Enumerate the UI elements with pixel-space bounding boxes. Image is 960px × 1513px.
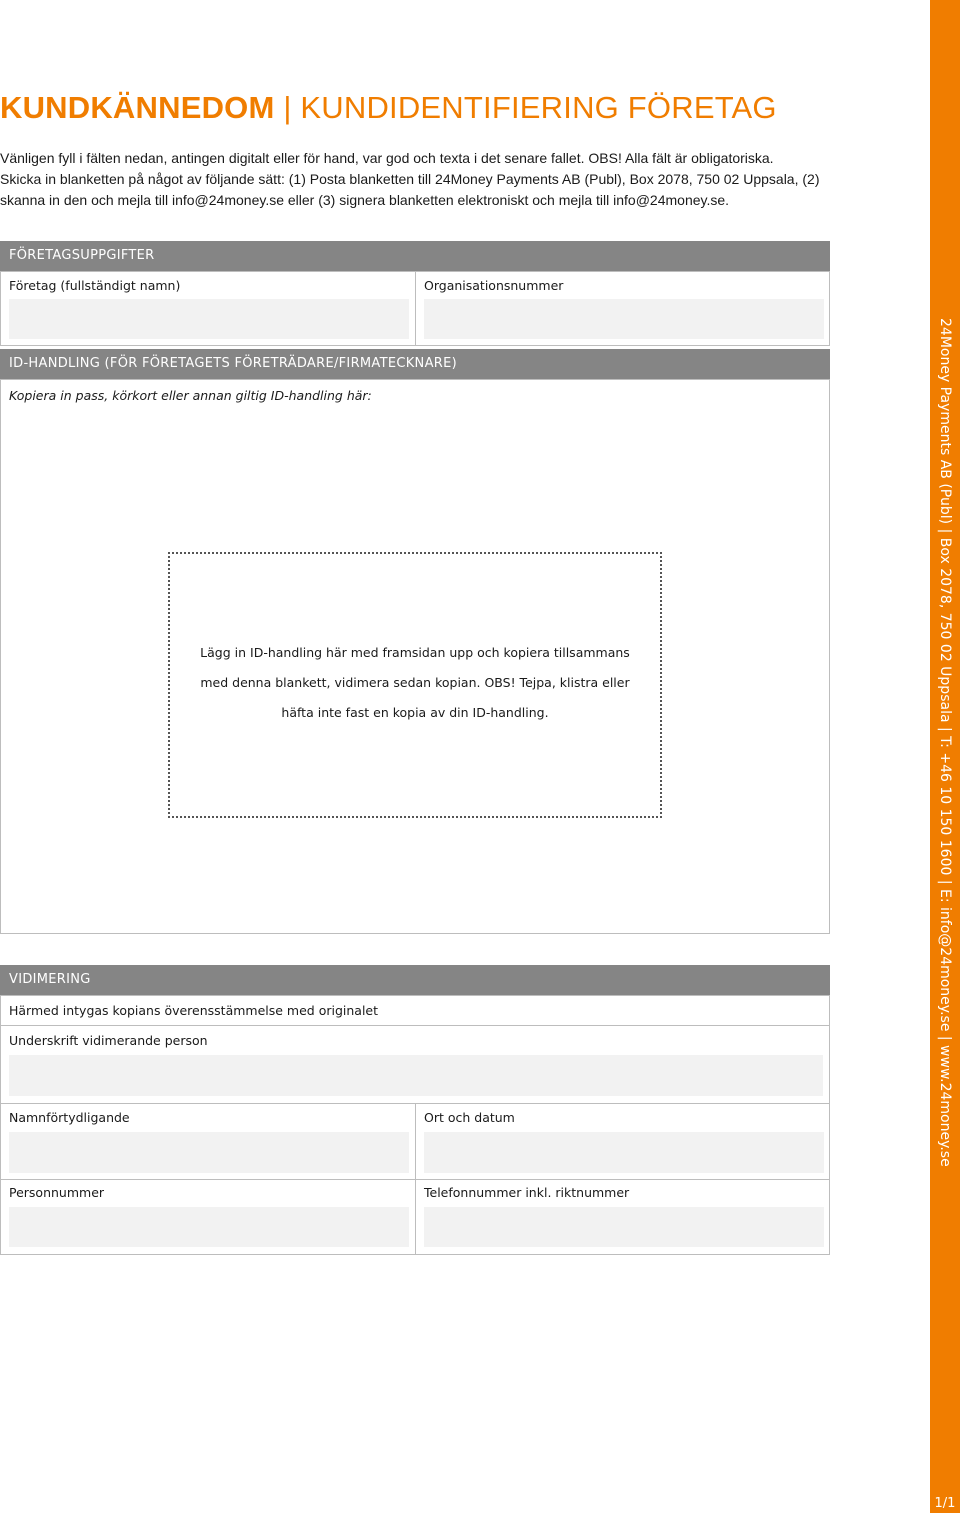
name-clarification-cell xyxy=(0,1103,416,1180)
place-date-input[interactable] xyxy=(424,1132,824,1173)
personal-number-label: Personnummer xyxy=(9,1185,105,1200)
org-number-cell xyxy=(415,271,830,346)
name-clarification-label: Namnförtydligande xyxy=(9,1110,130,1125)
company-name-label: Företag (fullständigt namn) xyxy=(9,278,181,293)
company-name-input[interactable] xyxy=(9,299,409,339)
name-clarification-input[interactable] xyxy=(9,1132,409,1173)
verification-statement-cell xyxy=(0,995,830,1026)
page-title xyxy=(0,88,777,128)
personal-number-input[interactable] xyxy=(9,1207,409,1247)
id-placement-instruction-1: Lägg in ID-handling här med framsidan upp och kopiera tillsammans xyxy=(200,645,630,660)
section-header-verification: VIDIMERING xyxy=(0,965,830,995)
signature-cell xyxy=(0,1025,830,1104)
section-header-id: ID-HANDLING (FÖR FÖRETAGETS FÖRETRÄDARE/FIRMATECKNARE) xyxy=(0,349,830,379)
signature-input[interactable] xyxy=(9,1055,823,1096)
page-title-sub: KUNDIDENTIFIERING FÖRETAG xyxy=(300,90,777,125)
id-copy-instruction: Kopiera in pass, körkort eller annan giltig ID-handling här: xyxy=(9,388,372,403)
org-number-input[interactable] xyxy=(424,299,824,339)
phone-cell xyxy=(415,1179,830,1255)
page-title-main: KUNDKÄNNEDOM xyxy=(0,90,275,125)
place-date-label: Ort och datum xyxy=(424,1110,515,1125)
phone-input[interactable] xyxy=(424,1207,824,1247)
intro-line-1: Vänligen fyll i fälten nedan, antingen digitalt eller för hand, var god och texta i det senare fallet. OBS! Alla fält är obligatoriska. xyxy=(0,150,774,166)
personal-number-cell xyxy=(0,1179,416,1255)
intro-line-2: Skicka in blanketten på något av följande sätt: (1) Posta blanketten till 24Money Payments AB (Publ), Box 2078, 750 02 Uppsala, (2) skanna in den och mejla till info@24money.se eller (3) signera blanketten elektroniskt och mejla till info@24money.se. xyxy=(0,171,820,208)
sidebar-contact-info: 24Money Payments AB (Publ) | Box 2078, 750 02 Uppsala | T: +46 10 150 1600 | E: info@24money.se | www.24money.se xyxy=(937,318,953,1167)
phone-label: Telefonnummer inkl. riktnummer xyxy=(424,1185,630,1200)
id-placement-instruction-2: med denna blankett, vidimera sedan kopian. OBS! Tejpa, klistra eller xyxy=(200,675,630,690)
company-name-cell xyxy=(0,271,416,346)
place-date-cell xyxy=(415,1103,830,1180)
id-placement-instruction-3: häfta inte fast en kopia av din ID-handling. xyxy=(281,705,549,720)
signature-label: Underskrift vidimerande person xyxy=(9,1033,208,1048)
page-number: 1/1 xyxy=(934,1496,956,1511)
section-header-company: FÖRETAGSUPPGIFTER xyxy=(0,241,830,271)
page-title-separator: | xyxy=(274,90,301,125)
intro-text xyxy=(0,148,860,211)
verification-statement: Härmed intygas kopians överensstämmelse med originalet xyxy=(9,1003,379,1018)
org-number-label: Organisationsnummer xyxy=(424,278,564,293)
